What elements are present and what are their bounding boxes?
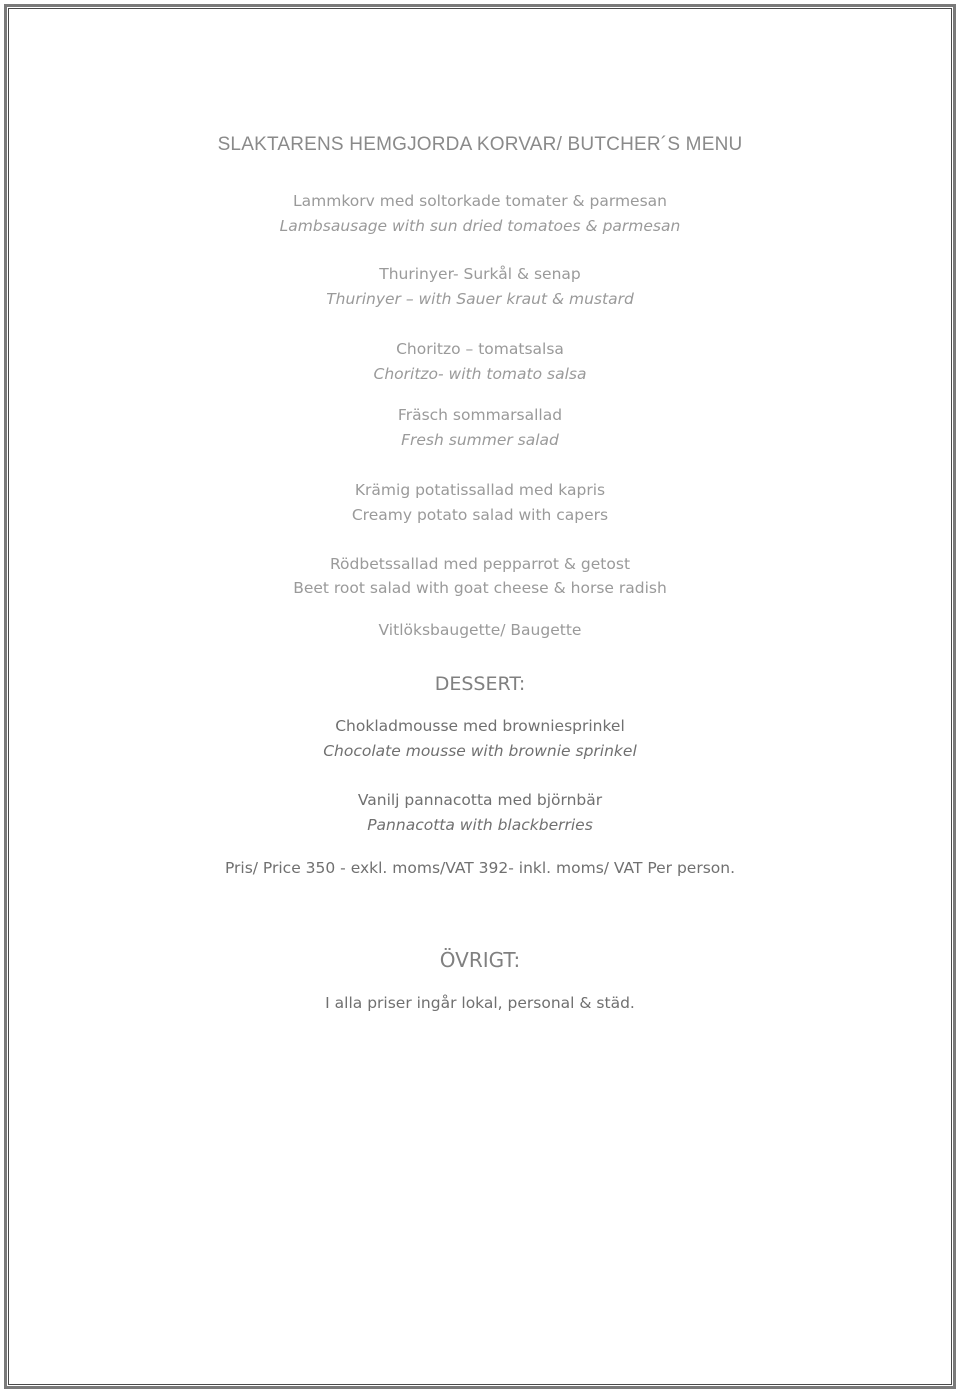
menu-item-2-english: Thurinyer – with Sauer kraut & mustard [326, 290, 634, 308]
menu-item-6-swedish: Rödbetssallad med pepparrot & getost [329, 555, 631, 573]
menu-item-4-swedish: Fräsch sommarsallad [397, 406, 563, 424]
price-line: Pris/ Price 350 - exkl. moms/VAT 392- inkl. moms/ VAT Per person. [224, 859, 736, 877]
menu-item-3-english: Choritzo- with tomato salsa [373, 365, 587, 383]
dessert-item-1-swedish: Chokladmousse med browniesprinkel [335, 717, 625, 735]
menu-title: SLAKTARENS HEMGJORDA KORVAR/ BUTCHER´S MENU [217, 134, 743, 155]
other-heading: ÖVRIGT: [439, 948, 521, 972]
dessert-heading: DESSERT: [434, 673, 526, 695]
dessert-item-2-swedish: Vanilj pannacotta med björnbär [357, 791, 603, 809]
menu-item-5-swedish: Krämig potatissallad med kapris [354, 481, 606, 499]
menu-item-2-swedish: Thurinyer- Surkål & senap [379, 265, 581, 283]
dessert-item-1-english: Chocolate mousse with brownie sprinkel [323, 742, 637, 760]
menu-item-1-swedish: Lammkorv med soltorkade tomater & parmesan [293, 192, 667, 210]
menu-item-4-english: Fresh summer salad [401, 431, 559, 449]
menu-item-1-english: Lambsausage with sun dried tomatoes & parmesan [279, 217, 681, 235]
menu-item-3-swedish: Choritzo – tomatsalsa [396, 340, 564, 358]
menu-item-5-english: Creamy potato salad with capers [351, 506, 609, 524]
menu-bread: Vitlöksbaugette/ Baugette [378, 621, 582, 639]
other-text: I alla priser ingår lokal, personal & städ. [325, 994, 635, 1012]
menu-item-6-english: Beet root salad with goat cheese & horse radish [293, 579, 667, 597]
dessert-item-2-english: Pannacotta with blackberries [367, 816, 593, 834]
page-border [4, 4, 956, 1389]
